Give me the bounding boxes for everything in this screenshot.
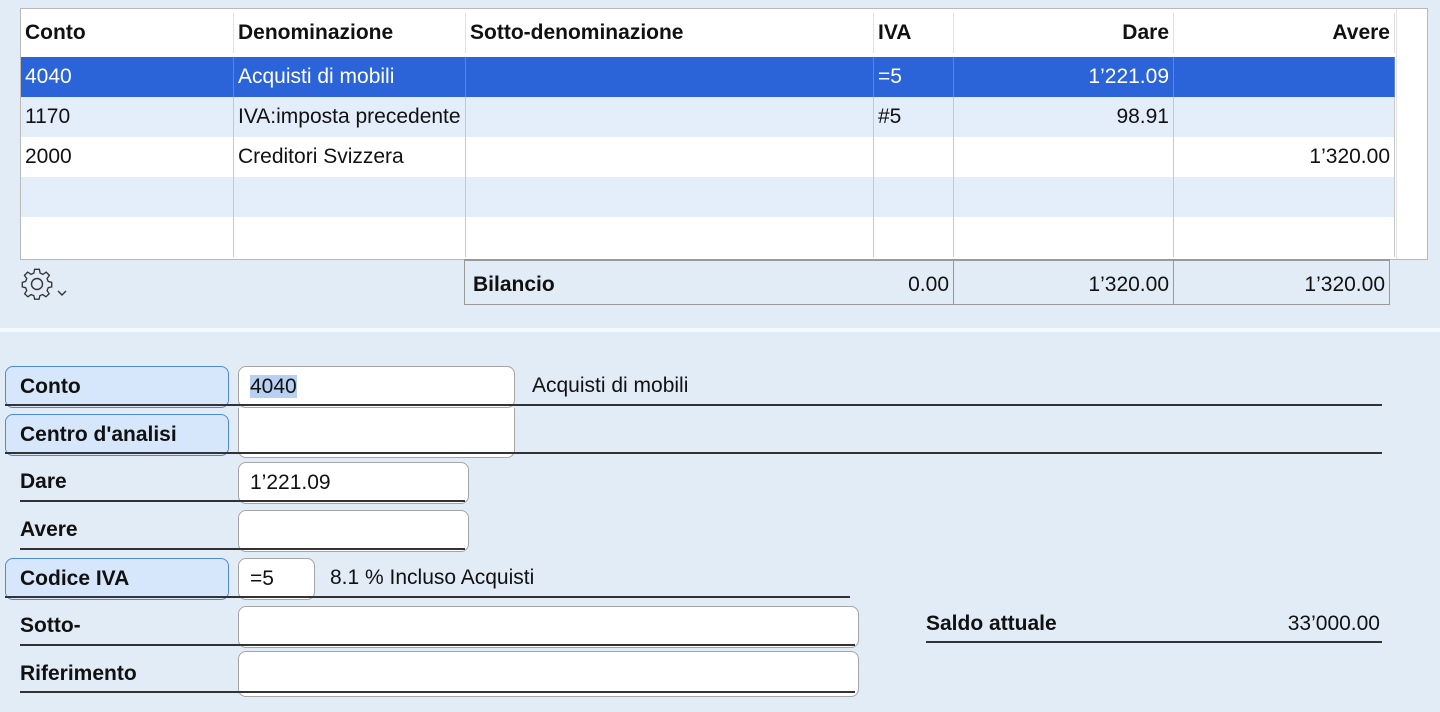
codice-iva-field[interactable]: =5 bbox=[238, 558, 315, 600]
cell-dare[interactable] bbox=[954, 137, 1174, 177]
cell-conto[interactable]: 4040 bbox=[21, 57, 234, 97]
column-header-denominazione[interactable]: Denominazione bbox=[234, 13, 466, 53]
cell-dare[interactable]: 98.91 bbox=[954, 97, 1174, 137]
cell-iva[interactable] bbox=[874, 177, 954, 217]
centro-analisi-field[interactable] bbox=[238, 408, 515, 458]
centro-underline bbox=[5, 452, 1382, 454]
cell-iva[interactable]: #5 bbox=[874, 97, 954, 137]
codice-iva-underline bbox=[5, 596, 850, 598]
settings-menu-button[interactable] bbox=[20, 266, 70, 306]
table-row-empty[interactable] bbox=[21, 177, 1395, 217]
cell-conto[interactable]: 1170 bbox=[21, 97, 234, 137]
cell-sotto-denominazione[interactable] bbox=[466, 97, 874, 137]
section-divider bbox=[0, 328, 1440, 332]
cell-denominazione[interactable]: Acquisti di mobili bbox=[234, 57, 466, 97]
codice-iva-lookup-button[interactable]: Codice IVA bbox=[5, 558, 229, 600]
column-header-avere[interactable]: Avere bbox=[1174, 13, 1395, 53]
conto-value: 4040 bbox=[250, 375, 297, 398]
cell-dare[interactable]: 1’221.09 bbox=[954, 57, 1174, 97]
column-header-iva[interactable]: IVA bbox=[874, 13, 954, 53]
conto-description: Acquisti di mobili bbox=[532, 374, 689, 397]
table-scrollbar[interactable] bbox=[1396, 9, 1427, 259]
cell-avere[interactable] bbox=[1174, 97, 1395, 137]
riferimento-underline bbox=[20, 691, 855, 693]
cell-denominazione[interactable]: Creditori Svizzera bbox=[234, 137, 466, 177]
cell-conto[interactable]: 2000 bbox=[21, 137, 234, 177]
cell-avere[interactable]: 1’320.00 bbox=[1174, 137, 1395, 177]
conto-underline bbox=[5, 404, 1382, 406]
sotto-field[interactable] bbox=[238, 606, 859, 648]
cell-dare[interactable] bbox=[954, 177, 1174, 217]
cell-iva[interactable] bbox=[874, 137, 954, 177]
balance-row bbox=[464, 259, 1390, 305]
cell-iva[interactable] bbox=[874, 217, 954, 257]
column-header-dare[interactable]: Dare bbox=[954, 13, 1174, 53]
codice-iva-description: 8.1 % Incluso Acquisti bbox=[330, 566, 535, 589]
avere-label: Avere bbox=[20, 518, 78, 541]
table-row[interactable] bbox=[21, 97, 1395, 137]
cell-avere[interactable] bbox=[1174, 57, 1395, 97]
avere-field[interactable] bbox=[238, 510, 469, 552]
saldo-underline bbox=[926, 641, 1382, 643]
sotto-underline bbox=[20, 644, 855, 646]
cell-avere[interactable] bbox=[1174, 217, 1395, 257]
dare-label: Dare bbox=[20, 470, 67, 493]
table-row[interactable] bbox=[21, 57, 1395, 97]
cell-iva[interactable]: =5 bbox=[874, 57, 954, 97]
cell-sotto-denominazione[interactable] bbox=[466, 137, 874, 177]
balance-dare: 1’320.00 bbox=[954, 261, 1174, 305]
dare-field[interactable]: 1’221.09 bbox=[238, 462, 469, 504]
saldo-attuale-label: Saldo attuale bbox=[926, 612, 1057, 635]
dare-underline bbox=[20, 500, 465, 502]
gear-icon bbox=[20, 266, 70, 306]
balance-iva: 0.00 bbox=[854, 261, 954, 305]
table-row[interactable] bbox=[21, 137, 1395, 177]
table-row-empty[interactable] bbox=[21, 217, 1395, 257]
table-header-row bbox=[21, 13, 1395, 53]
avere-underline bbox=[20, 548, 465, 550]
cell-denominazione[interactable] bbox=[234, 217, 466, 257]
saldo-attuale-value: 33’000.00 bbox=[1287, 612, 1380, 635]
balance-label: Bilancio bbox=[473, 273, 555, 296]
column-header-sotto-denominazione[interactable]: Sotto-denominazione bbox=[466, 13, 874, 53]
centro-analisi-lookup-button[interactable]: Centro d'analisi bbox=[5, 414, 229, 456]
cell-sotto-denominazione[interactable] bbox=[466, 57, 874, 97]
riferimento-label: Riferimento bbox=[20, 662, 137, 685]
column-header-conto[interactable]: Conto bbox=[21, 13, 234, 53]
cell-avere[interactable] bbox=[1174, 177, 1395, 217]
cell-sotto-denominazione[interactable] bbox=[466, 217, 874, 257]
cell-denominazione[interactable] bbox=[234, 177, 466, 217]
cell-conto[interactable] bbox=[21, 217, 234, 257]
cell-conto[interactable] bbox=[21, 177, 234, 217]
transactions-table[interactable] bbox=[20, 8, 1428, 260]
conto-field[interactable] bbox=[238, 366, 515, 408]
balance-avere: 1’320.00 bbox=[1304, 273, 1385, 296]
conto-lookup-button[interactable]: Conto bbox=[5, 366, 229, 408]
cell-sotto-denominazione[interactable] bbox=[466, 177, 874, 217]
cell-dare[interactable] bbox=[954, 217, 1174, 257]
cell-denominazione[interactable]: IVA:imposta precedente bbox=[234, 97, 466, 137]
sotto-label: Sotto- bbox=[20, 614, 81, 637]
